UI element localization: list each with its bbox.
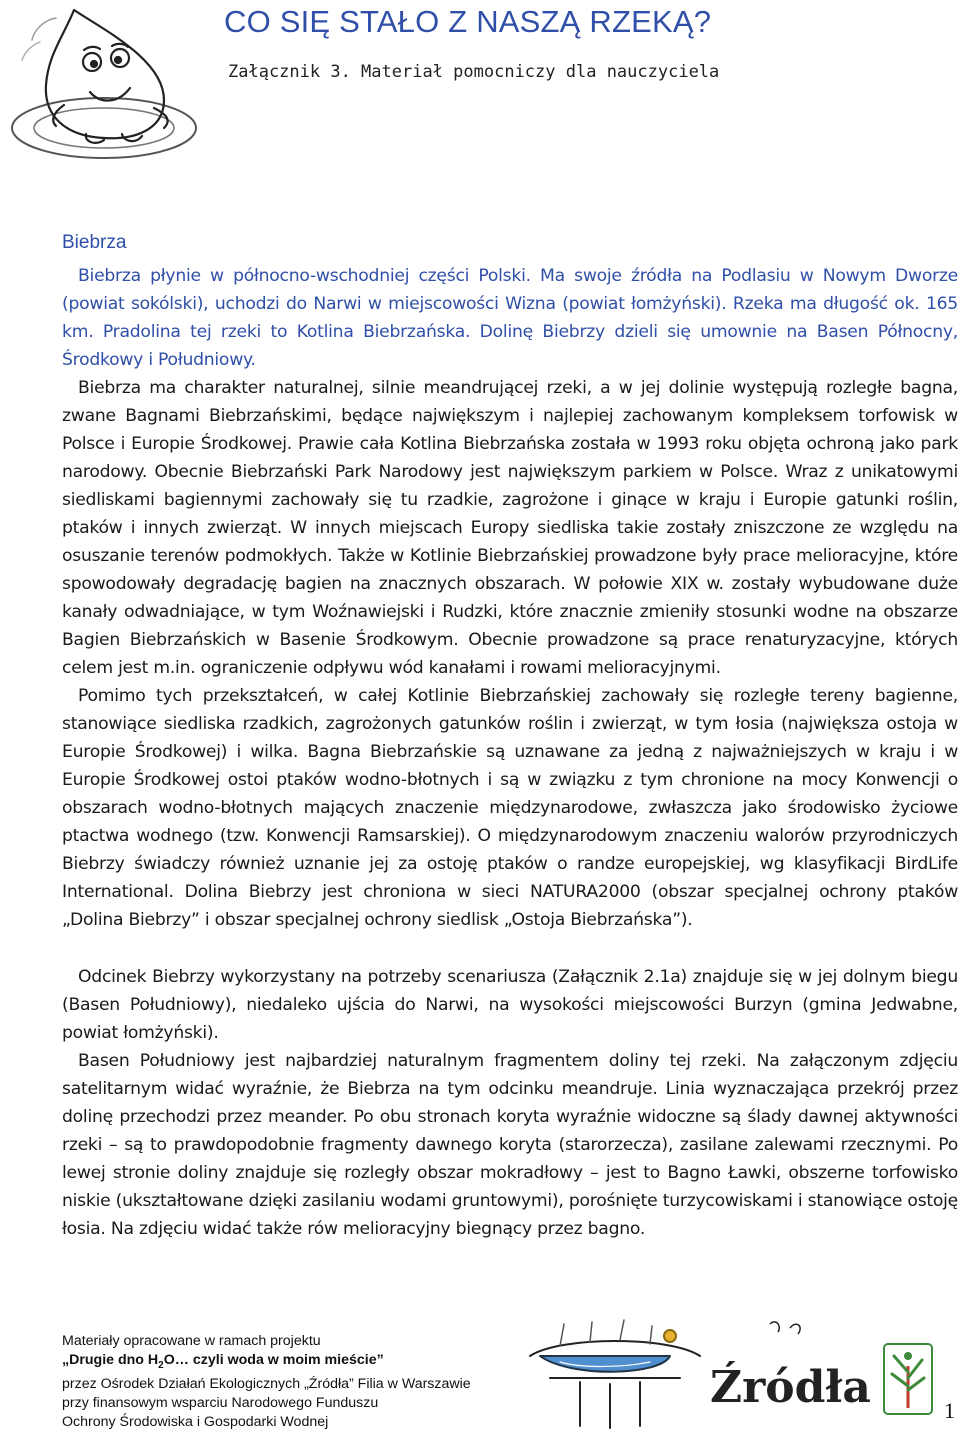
water-drop-mascot-icon (4, 0, 204, 170)
project-name-sub: 2 (158, 1359, 164, 1371)
footer-line: Ochrony Środowiska i Gospodarki Wodnej (62, 1413, 329, 1430)
project-name-post: O… czyli woda w moim mieście” (163, 1352, 384, 1368)
project-name-pre: „Drugie dno H (62, 1352, 159, 1368)
footer-credits (62, 1332, 471, 1432)
paragraph: Pomimo tych przekształceń, w całej Kotlinie Biebrzańskiej zachowały się rozległe tereny bagienne, stanowiące siedliska rzadkich, zagrożonych gatunków roślin i zwierząt, w tym łosia (największa ostoja w Europie Środkowej) i wilka. Bagna Biebrzańskie są uznawane za jedną z najważniejszych w kraju i w Europie Środkowej ostoi ptaków wodno-błotnych i są w związku z tym chronione na mocy Konwencji o obszarach wodno-błotnych mających znaczenie międzynarodowe, zwłaszcza jako środowisko życiowe ptactwa wodnego (tzw. Konwencji Ramsarskiej). O międzynarodowym znaczeniu walorów przyrodniczych Biebrzy świadczy również uznanie jej za ostoję ptaków o randze europejskiej, wg klasyfikacji BirdLife International. Dolina Biebrzy jest chroniona w sieci NATURA2000 (obszar specjalnej ochrony ptaków „Dolina Biebrzy” i obszar specjalnej ochrony siedlisk „Ostoja Biebrzańska”). (62, 686, 958, 930)
footer-project-name (62, 1351, 471, 1375)
paragraph: Biebrza ma charakter naturalnej, silnie meandrującej rzeki, a w jej dolinie występują rozległe bagna, zwane Bagnami Biebrzańskimi, będące największym i najlepiej zachowanym kompleksem torfowisk w Polsce i Europie Środkowej. Prawie cała Kotlina Biebrzańska została w 1993 roku objęta ochroną jako park narodowy. Obecnie Biebrzański Park Narodowy jest największym parkiem w Polsce. Wraz z unikatowymi siedliskami bagiennymi zachowały się tu rzadkie, zagrożone i ginące w kraju i Europie gatunki roślin, ptaków i innych zwierząt. W innych miejscach Europy siedliska takie zostały zniszczone ze względu na osuszanie terenów podmokłych. Także w Kotlinie Biebrzańskiej prowadzone były prace melioracyjne, które spowodowały degradację bagien na znacznych obszarach. W połowie XIX w. zostały wybudowane duże kanały odwadniające, w tym Woźnawiejski i Rudzki, które znacznie zmieniły stosunki wodne na obszarze Bagien Biebrzańskich w Basenie Środkowym. Obecnie prowadzone są prace renaturyzacyjne, których celem jest m.in. ograniczenie odpływu wód kanałami i rowami melioracyjnymi. (62, 378, 958, 678)
paragraph-intro: Biebrza płynie w północno-wschodniej części Polski. Ma swoje źródła na Podlasiu w Nowym Dworze (powiat sokólski), uchodzi do Narwi w miejscowości Wizna (powiat łomżyński). Rzeka ma długość ok. 165 km. Pradolina tej rzeki to Kotlina Biebrzańska. (62, 266, 958, 342)
paragraph: Odcinek Biebrzy wykorzystany na potrzeby scenariusza (Załącznik 2.1a) znajduje się w jej dolnym biegu (Basen Południowy), niedaleko ujścia do Narwi, na wysokości miejscowości Burzyn (gmina Jedwabne, powiat łomżyński). (62, 967, 958, 1043)
tree-emblem-icon (884, 1344, 932, 1414)
page-subtitle: Załącznik 3. Materiał pomocniczy dla nauczyciela (228, 62, 720, 82)
paragraph (62, 262, 958, 374)
footer-line: przy finansowym wsparciu Narodowego Funduszu (62, 1394, 379, 1411)
paragraph-rest: Dolinę Biebrzy dzieli się umownie na Basen Północny, Środkowy i Południowy. (62, 322, 958, 370)
paragraph: Basen Południowy jest najbardziej naturalnym fragmentem doliny tej rzeki. Na załączonym zdjęciu satelitarnym widać wyraźnie, że Biebrza na tym odcinku meandruje. Linia wyznaczająca przekrój przez dolinę przechodzi przez meander. Po obu stronach koryta wyraźnie widoczne są ślady dawnej aktywności rzeki – są to prawdopodobnie fragmenty dawnego koryta (starorzecza), zasilane zalewami rzecznymi. Po lewej stronie doliny znajduje się rozległy obszar mokradłowy – jest to Bagno Ławki, obszerne torfowisko niskie (ukształtowane dzięki zasilaniu wodami gruntowymi), porośnięte turzycowiskami i stanowiące ostoję łosia. Na zdjęciu widać także rów melioracyjny biegnący przez bagno. (62, 1051, 958, 1239)
logo-wordmark: Źródła (710, 1362, 871, 1413)
article-body (62, 262, 958, 1243)
section-heading: Biebrza (62, 232, 127, 253)
page-number: 1 (944, 1398, 955, 1423)
zrodla-logo-icon (520, 1316, 940, 1436)
page-title: CO SIĘ STAŁO Z NASZĄ RZEKĄ? (224, 4, 712, 39)
footer-line: przez Ośrodek Działań Ekologicznych „Źródła” Filia w Warszawie (62, 1375, 471, 1392)
footer-line: Materiały opracowane w ramach projektu (62, 1333, 321, 1349)
